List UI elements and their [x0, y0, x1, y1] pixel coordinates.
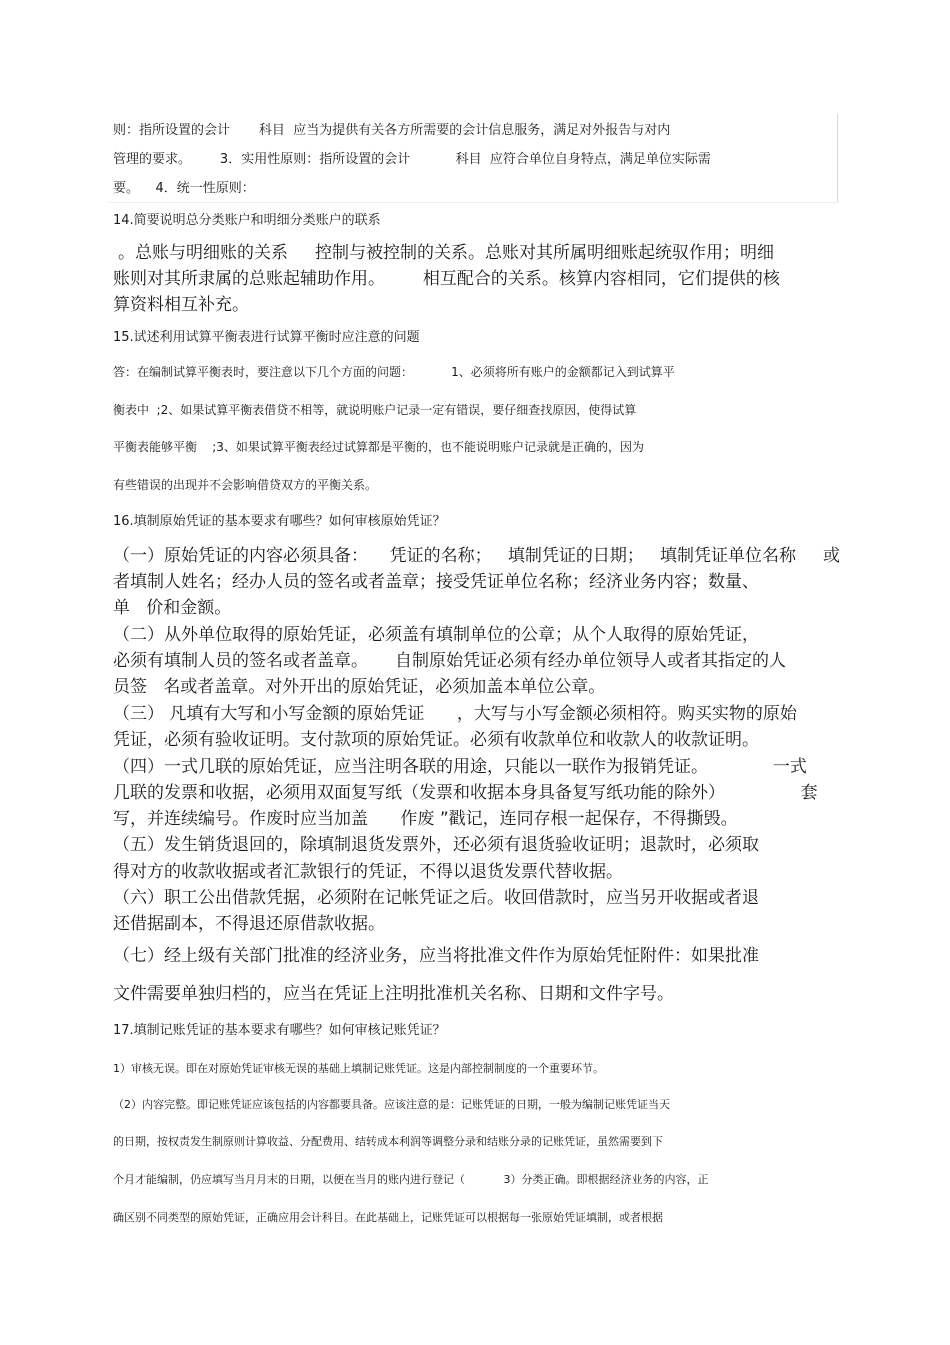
- q17-line-1: 1）审核无误。即在对原始凭证审核无误的基础上填制记账凭证。这是内部控制制度的一个重要环节。: [113, 1062, 604, 1075]
- q15-line-2: 衡表中 ;2、如果试算平衡表借贷不相等，就说明账户记录一定有错误，要仔细查找原因，使得试算: [113, 403, 637, 417]
- q17-line-2: （2）内容完整。即记账凭证应该包括的内容都要具备。应该注意的是：记账凭证的日期，一般为编制记账凭证当天: [113, 1098, 670, 1111]
- q16-line-17: 文件需要单独归档的，应当在凭证上注明批准机关名称、日期和文件字号。: [113, 984, 674, 1004]
- q16-line-3: 单 价和金额。: [113, 598, 232, 618]
- q16-heading: 16.填制原始凭证的基本要求有哪些？如何审核原始凭证？: [113, 514, 446, 529]
- q14-line-2: 账则对其所隶属的总账起辅助作用。 相互配合的关系。核算内容相同，它们提供的核: [113, 269, 780, 289]
- intro-line-3: 要。 4．统一性原则：: [113, 181, 255, 196]
- q16-line-14: （六）职工公出借款凭据，必须附在记帐凭证之后。收回借款时，应当另开收据或者退: [113, 888, 759, 908]
- q14-line-3: 算资料相互补充。: [113, 295, 249, 315]
- q15-line-3: 平衡表能够平衡 ;3、如果试算平衡表经过试算都是平衡的，也不能说明账户记录就是正确的，因为: [113, 440, 644, 454]
- intro-line-2: 管理的要求。 3．实用性原则：指所设置的会计 科目 应符合单位自身特点，满足单位实际需: [113, 152, 711, 167]
- q16-line-12: （五）发生销货退回的，除填制退货发票外，还必须有退货验收证明；退款时，必须取: [113, 835, 759, 855]
- q16-line-8: 凭证，必须有验收证明。支付款项的原始凭证。必须有收款单位和收款人的收款证明。: [113, 730, 759, 750]
- q16-line-1: （一）原始凭证的内容必须具备： 凭证的名称； 填制凭证的日期； 填制凭证单位名称 或: [113, 546, 841, 566]
- q16-line-7: （三） 凡填有大写和小写金额的原始凭证 ，大写与小写金额必须相符。购买实物的原始: [113, 704, 797, 724]
- q15-line-1: 答：在编制试算平衡表时，要注意以下几个方面的问题： 1、必须将所有账户的金额都记入到试算平: [113, 365, 675, 379]
- q16-line-16: （七）经上级有关部门批准的经济业务，应当将批准文件作为原始凭怔附件：如果批准: [113, 946, 759, 966]
- q17-heading: 17.填制记账凭证的基本要求有哪些？如何审核记账凭证？: [113, 1023, 446, 1038]
- q15-line-4: 有些错误的出现并不会影响借贷双方的平衡关系。: [113, 478, 378, 492]
- intro-line-1: 则：指所设置的会计 科目 应当为提供有关各方所需要的会计信息服务，满足对外报告与对内: [113, 123, 671, 138]
- q16-line-6: 员签 名或者盖章。对外开出的原始凭证，必须加盖本单位公章。: [113, 677, 606, 697]
- q15-heading: 15.试述利用试算平衡表进行试算平衡时应注意的问题: [113, 330, 420, 345]
- q14-line-1: 。总账与明细账的关系 控制与被控制的关系。总账对其所属明细账起统驭作用；明细: [118, 243, 775, 263]
- q16-line-13: 得对方的收款收据或者汇款银行的凭证，不得以退货发票代替收据。: [113, 862, 623, 882]
- q17-line-3: 的日期，按权责发生制原则计算收益、分配费用、结转成本利润等调整分录和结账分录的记账凭证，虽然需要到下: [113, 1135, 663, 1148]
- q17-line-4: 个月才能编制，仍应填写当月月末的日期，以便在当月的账内进行登记（ 3）分类正确。即根据经济业务的内容，正: [113, 1173, 709, 1186]
- q17-line-5: 确区别不同类型的原始凭证，正确应用会计科目。在此基础上，记账凭证可以根据每一张原始凭证填制，或者根据: [113, 1211, 663, 1224]
- q16-line-4: （二）从外单位取得的原始凭证，必须盖有填制单位的公章；从个人取得的原始凭证，: [113, 625, 759, 645]
- q16-line-15: 还借据副本，不得退还原借款收据。: [113, 914, 385, 934]
- q14-heading: 14.简要说明总分类账户和明细分类账户的联系: [113, 213, 381, 228]
- q16-line-11: 写，并连续编号。作废时应当加盖 作废 ”戳记，连同存根一起保存，不得撕毁。: [113, 809, 738, 829]
- q16-line-5: 必须有填制人员的签名或者盖章。 自制原始凭证必须有经办单位领导人或者其指定的人: [113, 651, 787, 671]
- q16-line-9: （四）一式几联的原始凭证，应当注明各联的用途，只能以一联作为报销凭证。 一式: [113, 757, 807, 777]
- q16-line-10: 几联的发票和收据，必须用双面复写纸（发票和收据本身具备复写纸功能的除外） 套: [113, 783, 818, 803]
- q16-line-2: 者填制人姓名；经办人员的签名或者盖章；接受凭证单位名称；经济业务内容；数量、: [113, 572, 759, 592]
